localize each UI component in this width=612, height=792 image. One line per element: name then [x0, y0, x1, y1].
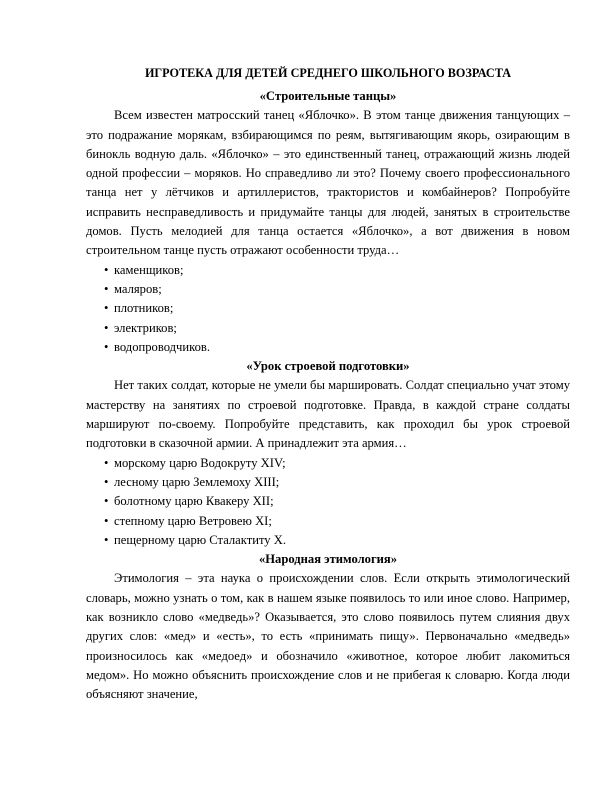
section-heading-construction-dances: «Строительные танцы» — [259, 89, 397, 103]
bullet-icon: • — [104, 532, 109, 547]
bullet-icon: • — [104, 474, 109, 489]
list-item: • каменщиков; — [104, 261, 570, 280]
list-item: • степному царю Ветровею XI; — [104, 512, 570, 531]
list-item: • плотников; — [104, 299, 570, 318]
section-paragraph-drill-lesson: Нет таких солдат, которые не умели бы маршировать. Солдат специально учат этому мастерству на занятиях по строевой подготовке. Правда, в каждой стране солдаты маршируют по-своему. Попробуйте представить, как проходил бы урок строевой подготовки в сказочной армии. А принадлежит эта армия… — [86, 378, 570, 451]
bullet-icon: • — [104, 494, 109, 509]
bullet-icon: • — [104, 262, 109, 277]
section-paragraph-construction-dances: Всем известен матросский танец «Яблочко». В этом танце движения танцующих – это подражание морякам, взбирающимся по реям, вытягивающим якорь, озирающим в бинокль водную даль. «Яблочко» – это единственный танец, отражающий жизнь людей одной профессии – моряков. Но справедливо ли это? Почему своего профессионального танца нет у лётчиков и артиллеристов, трактористов и комбайнеров? Попробуйте исправить несправедливость и придумайте танцы для людей, занятых в строительстве домов. Пусть мелодией для танца остается «Яблочко», а вот движения в новом строительном танце пусть отражают особенности труда… — [86, 108, 570, 258]
bullet-icon: • — [104, 320, 109, 335]
document-title: ИГРОТЕКА ДЛЯ ДЕТЕЙ СРЕДНЕГО ШКОЛЬНОГО ВОЗРАСТА — [144, 66, 512, 80]
bullet-list-drill-lesson — [86, 454, 570, 550]
list-item: • маляров; — [104, 280, 570, 299]
list-item: • лесному царю Землемоху XIII; — [104, 473, 570, 492]
section-heading-drill-lesson: «Урок строевой подготовки» — [246, 359, 410, 374]
bullet-icon: • — [104, 513, 109, 528]
list-item: • пещерному царю Сталактиту X. — [104, 531, 570, 550]
section-heading-folk-etymology: «Народная этимология» — [258, 552, 398, 567]
bullet-icon: • — [104, 281, 109, 296]
list-item: • болотному царю Квакеру XII; — [104, 492, 570, 511]
document-page — [86, 64, 570, 705]
list-item: • морскому царю Водокруту XIV; — [104, 454, 570, 473]
list-item: • электриков; — [104, 319, 570, 338]
bullet-list-construction-dances — [86, 261, 570, 357]
section-paragraph-folk-etymology: Этимология – эта наука о происхождении слов. Если открыть этимологический словарь, можно узнать о том, как в нашем языке появилось то или иное слово. Например, как возникло слово «медведь»? Оказывается, это слово появилось путем слияния двух других слов: «мед» и «есть», то есть «принимать пищу». Первоначально «медведь» произносилось как «медоед» и обозначило «животное, которое любит лакомиться медом». Но можно объяснить происхождение слов и не прибегая к словарю. Когда люди объясняют значение, — [86, 571, 570, 702]
bullet-icon: • — [104, 339, 109, 354]
list-item: • водопроводчиков. — [104, 338, 570, 357]
bullet-icon: • — [104, 455, 109, 470]
bullet-icon: • — [104, 301, 109, 316]
